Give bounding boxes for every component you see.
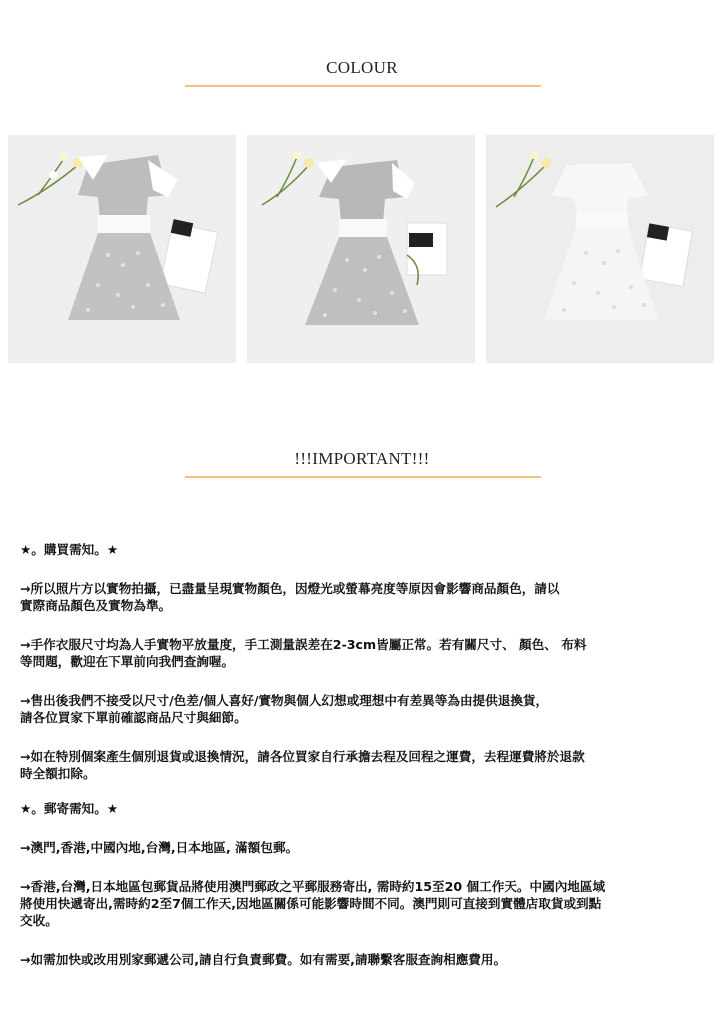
shipping-note-item: →澳門,香港,中國內地,台灣,日本地區, 滿額包郵。 [20,840,299,855]
product-photo-grey-1[interactable] [8,135,236,363]
dress-illustration [247,135,475,363]
shipping-note-item: →香港,台灣,日本地區包郵貨品將使用澳門郵政之平郵服務寄出, 需時約15至20 個工作天。中國內地區域 將使用快遞寄出,需時約2至7個工作天,因地區關係可能影響時間不同。澳門則可直接到實體店取貨或到點 交收。 [20,879,606,928]
important-divider [185,476,541,478]
purchase-note-item: →手作衣服尺寸均為人手實物平放量度，手工測量誤差在2-3cm皆屬正常。若有關尺寸、 顏色、 布料 等問題，歡迎在下單前向我們查詢喔。 [20,637,587,669]
purchase-note-item: →所以照片方以實物拍攝，已盡量呈現實物顏色，因燈光或螢幕亮度等原因會影響商品顏色，請以 實際商品顏色及實物為準。 [20,581,560,613]
shipping-note-item: →如需加快或改用別家郵遞公司,請自行負責郵費。如有需要,請聯繫客服查詢相應費用。 [20,952,507,967]
purchase-notes [20,541,700,782]
purchase-note-item: →如在特別個案產生個別退貨或退換情況，請各位買家自行承擔去程及回程之運費，去程運費將於退款 時全額扣除。 [20,749,585,781]
shipping-notes-heading: ★。郵寄需知。★ [20,801,119,816]
colour-divider [185,85,541,87]
purchase-notes-heading: ★。購買需知。★ [20,542,119,557]
dress-illustration [8,135,236,363]
purchase-note-item: →售出後我們不接受以尺寸/色差/個人喜好/實物與個人幻想或理想中有差異等為由提供退換貨， 請各位買家下單前確認商品尺寸與細節。 [20,693,549,725]
colour-title: COLOUR [326,58,398,77]
dress-illustration [486,135,714,363]
shipping-notes [20,800,700,968]
product-photo-white[interactable] [486,135,714,363]
important-title: !!!IMPORTANT!!! [294,449,430,468]
product-photo-grey-2[interactable] [247,135,475,363]
